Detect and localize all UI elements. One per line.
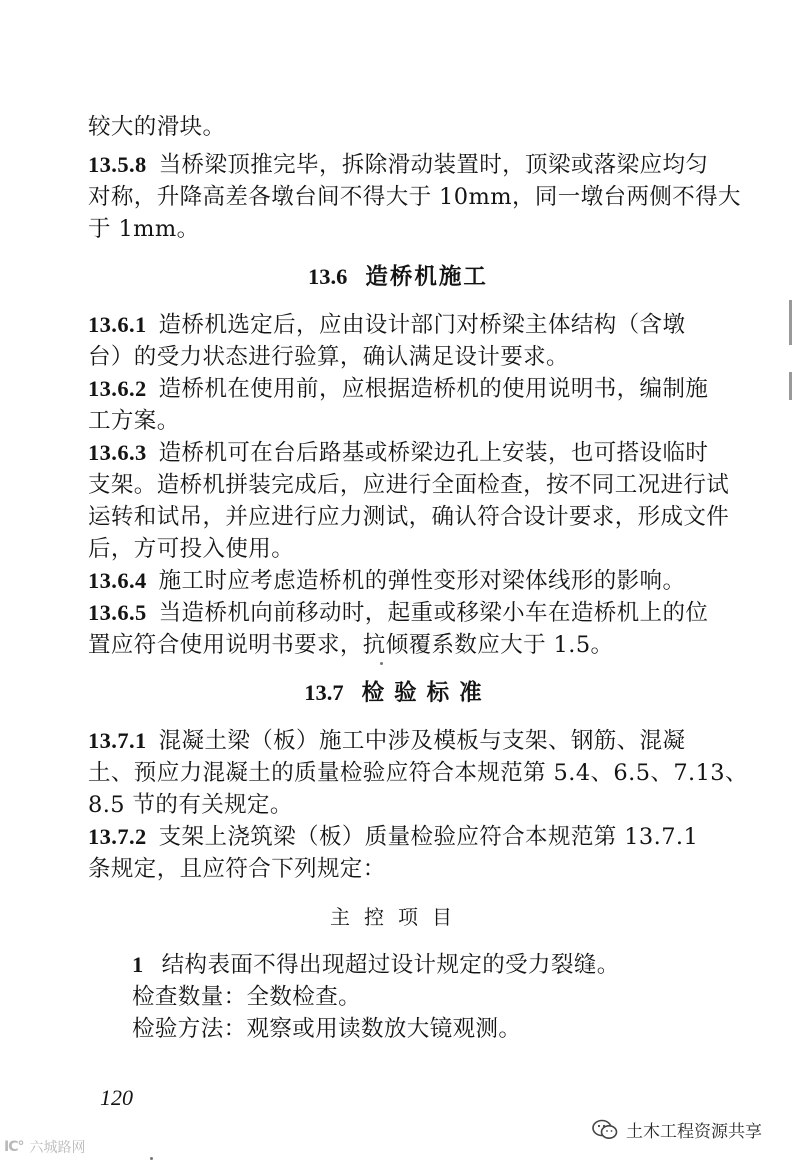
clause-text: 支架上浇筑梁（板）质量检验应符合本规范第 13.7.1 <box>158 824 699 850</box>
clause-number: 13.6.5 <box>88 600 147 625</box>
paragraph-line: 土、预应力混凝土的质量检验应符合本规范第 5.4、6.5、7.13、 <box>88 760 748 786</box>
scan-dot <box>380 662 383 665</box>
section-heading-13-7 <box>88 678 708 708</box>
subsection-title-main-control: 主控项目 <box>330 905 466 929</box>
clause-number: 13.6.4 <box>88 568 147 593</box>
paragraph-line: 于 1mm。 <box>88 216 200 242</box>
watermark <box>592 1117 762 1142</box>
item-number: 1 <box>132 952 144 977</box>
inspection-quantity: 检查数量：全数检查。 <box>132 984 362 1010</box>
paragraph-line: 台）的受力状态进行验算，确认满足设计要求。 <box>88 344 569 370</box>
clause-text: 造桥机在使用前，应根据造桥机的使用说明书，编制施 <box>158 376 709 402</box>
clause-13-6-2 <box>88 374 708 404</box>
corner-watermark <box>4 1137 85 1157</box>
clause-13-7-1 <box>88 726 708 756</box>
section-heading-13-6 <box>88 262 708 292</box>
paragraph-line: 较大的滑块。 <box>88 114 226 140</box>
clause-number: 13.7.1 <box>88 728 147 753</box>
clause-number: 13.6.2 <box>88 376 147 401</box>
clause-number: 13.7.2 <box>88 824 147 849</box>
clause-13-6-4 <box>88 566 708 596</box>
clause-13-6-3 <box>88 438 708 468</box>
clause-text: 当造桥机向前移动时，起重或移梁小车在造桥机上的位 <box>158 600 709 626</box>
paragraph-line: 运转和试吊，并应进行应力测试，确认符合设计要求，形成文件 <box>88 504 730 530</box>
clause-text: 造桥机可在台后路基或桥梁边孔上安装，也可搭设临时 <box>158 440 709 466</box>
clause-text: 施工时应考虑造桥机的弹性变形对梁体线形的影响。 <box>158 568 686 594</box>
paragraph-line: 支架。造桥机拼装完成后，应进行全面检查，按不同工况进行试 <box>88 472 730 498</box>
corner-logo: IC° <box>4 1139 24 1155</box>
clause-13-5-8 <box>88 150 708 180</box>
section-number: 13.7 <box>304 680 344 705</box>
list-item-1 <box>132 950 752 980</box>
item-text: 结构表面不得出现超过设计规定的受力裂缝。 <box>161 952 620 978</box>
section-number: 13.6 <box>308 264 348 289</box>
page-number: 120 <box>100 1085 133 1110</box>
clause-number: 13.5.8 <box>88 152 147 177</box>
clause-text: 造桥机选定后，应由设计部门对桥梁主体结构（含墩 <box>158 312 686 338</box>
scan-dot <box>150 1157 153 1160</box>
clause-number: 13.6.3 <box>88 440 147 465</box>
watermark-text: 土木工程资源共享 <box>626 1122 762 1142</box>
clause-13-7-2 <box>88 822 708 852</box>
paragraph-line: 条规定，且应符合下列规定： <box>88 856 386 882</box>
paragraph-line: 置应符合使用说明书要求，抗倾覆系数应大于 1.5。 <box>88 632 614 658</box>
inspection-method: 检验方法：观察或用读数放大镜观测。 <box>132 1016 522 1042</box>
paragraph-line: 对称，升降高差各墩台间不得大于 10mm，同一墩台两侧不得大 <box>88 184 741 210</box>
clause-13-6-1 <box>88 310 708 340</box>
clause-text: 当桥梁顶推完毕，拆除滑动装置时，顶梁或落梁应均匀 <box>158 152 709 178</box>
clause-text: 混凝土梁（板）施工中涉及模板与支架、钢筋、混凝 <box>158 728 686 754</box>
wechat-icon <box>592 1119 618 1141</box>
paragraph-line: 后，方可投入使用。 <box>88 536 295 562</box>
section-title: 检验标准 <box>361 680 492 706</box>
paragraph-line: 8.5 节的有关规定。 <box>88 792 293 818</box>
clause-number: 13.6.1 <box>88 312 147 337</box>
clause-13-6-5 <box>88 598 708 628</box>
corner-text: 六城路网 <box>29 1140 86 1156</box>
section-title: 造桥机施工 <box>365 264 488 290</box>
paragraph-line: 工方案。 <box>88 408 180 434</box>
